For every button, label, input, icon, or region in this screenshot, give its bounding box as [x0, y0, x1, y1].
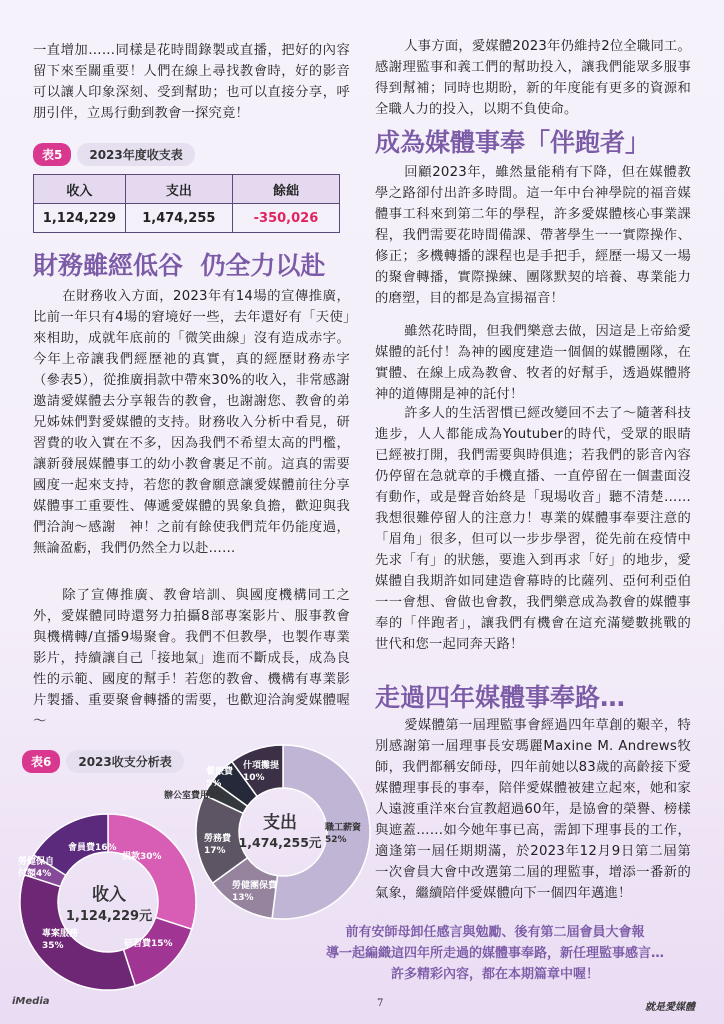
income-label-tuition: 研習費15% — [124, 939, 173, 949]
partner-heading: 成為媒體事奉「伴跑者」 — [375, 128, 651, 157]
value-balance: -350,026 — [232, 204, 339, 233]
expense-label-salary: 職工薪資52% — [325, 823, 362, 845]
table5-tag: 表5 — [33, 143, 71, 166]
four-years-heading: 走過四年媒體事奉路… — [375, 683, 626, 712]
finance-paragraph: 在財務收入方面，2023年有14場的宣傳推廣，比前一年只有4場的窘境好一些，去年還好有「天使」來相助，成就年底前的「微笑曲線」沒有造成赤字。今年上帝讓我們經歷祂的真實，真的經歷財務赤字（參表5），從推廣捐款中帶來30%的收入，非常感謝邀請愛媒體去分享報告的教會，也謝謝您、教會的弟兄姊妹們對愛媒體的支持。財務收入分析中看見，研習費的收入實在不多，因為我們不希望太高的門檻，讓新發展媒體事工的幼小教會裹足不前。這真的需要國度一起來支持，若您的教會願意讓愛媒體前往分享媒體事工重要性、傳遞愛媒體的異象負擔，歡迎與我們洽詢～感謝 神！之前有餘使我們荒年仍能度過，無論盈虧，我們仍然全力以赴…… — [33, 289, 350, 556]
table6-tag: 表6 — [22, 750, 60, 773]
header-income: 收入 — [34, 175, 126, 204]
board-paragraph: 愛媒體第一屆理監事會經過四年草創的艱辛，特別感謝第一屆理事長安瑪麗Maxine M. Andrews牧師，我們都稱安師母，四年前她以83歲的高齡接下愛媒體理事長的事奉，陪伴愛媒體被建立起來，她和家人遠渡重洋來台宣教超過60年，是協會的榮譽、榜樣與遮蓋……如今她年事已高，需卸下理事長的工作，適逢第一屆任期期滿，於2023年12月9日第二屆第一次會員大會中改選第二屆的理監事，增添一番新的氣象，繼續陪伴愛媒體向下一個四年邁進！ — [375, 718, 691, 901]
table6-title: 2023收支分析表 — [66, 750, 183, 773]
income-label-insurance: 勞健保自付額4% — [18, 857, 55, 879]
income-label-donation: 捐款30% — [122, 852, 162, 862]
income-title: 收入 — [92, 885, 126, 905]
income-slice-研習費 — [123, 917, 191, 985]
value-expense: 1,474,255 — [125, 204, 232, 233]
expense-total: 1,474,255元 — [238, 835, 322, 850]
digital-era-paragraph: 許多人的生活習慣已經改變回不去了～隨著科技進步，人人都能成為Youtuber的時代，受眾的眼睛已經被打開，我們需要與時俱進；若我們的影音內容仍停留在急就章的手機直播、一直停留在一個畫面沒有動作，或是聲音始終是「現場收音」聽不清楚……我想很難停留人的注意力！專業的媒體事奉要注意的「眉角」很多，但可以一步步學習，從先前在疫情中先求「有」的狀態，要進入到再求「好」的地步，愛媒體自我期許如同建造會幕時的比薩列、亞何利亞伯一一會想、會做也會教，我們樂意成為教會的媒體事奉的「伴跑者」，讓我們有機會在這充滿變數挑戰的世代和您一起同奔天路！ — [375, 406, 691, 652]
header-expense: 支出 — [125, 175, 232, 204]
brand-signature: 就是愛媒體 — [645, 1002, 695, 1013]
note-line-1: 前有安師母卸任感言與勉勵、後有第二屆會員大會報 — [345, 925, 645, 940]
left-intro-paragraph: 一直增加……同樣是花時間錄製或直播，把好的內容留下來至關重要！人們在線上尋找教會時，好的影音可以讓人印象深刻、受到幫助；也可以直接分享，呼朋引伴，立馬行動到教會一探究竟！ — [33, 43, 350, 121]
table5-title: 2023年度收支表 — [77, 143, 194, 166]
expense-label-group-insurance: 勞健團保費13% — [232, 881, 278, 903]
review-paragraph: 回顧2023年，雖然量能稍有下降，但在媒體教學之路卻付出許多時間。這一年中台神學院的福音媒體事工科來到第二年的學程，許多愛媒體核心事業課程，我們需要花時間備課、帶著學生一一實際操作、修正；多機轉播的課程也是手把手，經歷一場又一場的聚會轉播，實際操練、團隊默契的培養、專業能力的磨塑，目的都是為宣揚福音！ — [375, 165, 691, 306]
note-line-3: 許多精彩內容，都在本期篇章中喔！ — [390, 967, 599, 982]
commission-paragraph: 雖然花時間，但我們樂意去做，因這是上帝給愛媒體的託付！為神的國度建造一個個的媒體團隊，在實體、在線上成為教會、牧者的好幫手，透過媒體將神的道傳開是神的託付！ — [375, 324, 691, 402]
staffing-paragraph: 人事方面，愛媒體2023年仍維持2位全職同工。感謝理監事和義工們的幫助投入，讓我們能眾多服事得到幫補；同時也期盼，新的年度能有更多的資源和全職人力的投入，以期不負使命。 — [375, 39, 691, 117]
services-paragraph: 除了宣傳推廣、教會培訓、與國度機構同工之外，愛媒體同時還努力拍攝8部專案影片、服事教會與機構轉/直播9場聚會。我們不但教學，也製作專業影片，持續讓自己「接地氣」進而不斷成長，成為良性的示範、國度的幫手！若您的教會、機構有專業影片製播、重要聚會轉播的需要，也歡迎洽詢愛媒體喔～ — [33, 588, 350, 729]
table-row — [34, 204, 340, 233]
expense-label-service-fee: 勞務費17% — [204, 834, 232, 856]
expense-label-office: 辦公室費用3% — [164, 791, 225, 801]
expense-title: 支出 — [263, 813, 297, 833]
table5-caption — [33, 143, 195, 166]
imedia-logo — [12, 996, 50, 1007]
header-balance: 餘絀 — [232, 175, 339, 204]
expense-label-misc: 什項攤提10% — [243, 761, 280, 783]
income-center — [60, 880, 158, 924]
expense-center — [234, 808, 326, 851]
table-header-row — [34, 175, 340, 204]
income-label-project: 專案服務35% — [42, 929, 79, 951]
page-number: 7 — [377, 998, 384, 1009]
income-label-membership: 會員費16% — [68, 843, 117, 853]
issue-highlight-note — [290, 922, 700, 985]
annual-budget-table — [33, 174, 340, 233]
logo-text: iMedia — [12, 996, 50, 1007]
note-line-2: 導一起編織這四年所走過的媒體事奉路，新任理監事感言… — [325, 946, 664, 961]
value-income: 1,124,229 — [34, 204, 126, 233]
finance-heading: 財務雖經低谷 仍全力以赴 — [33, 251, 326, 280]
expense-label-travel: 餐旅費5% — [206, 767, 234, 789]
income-total: 1,124,229元 — [65, 909, 153, 924]
